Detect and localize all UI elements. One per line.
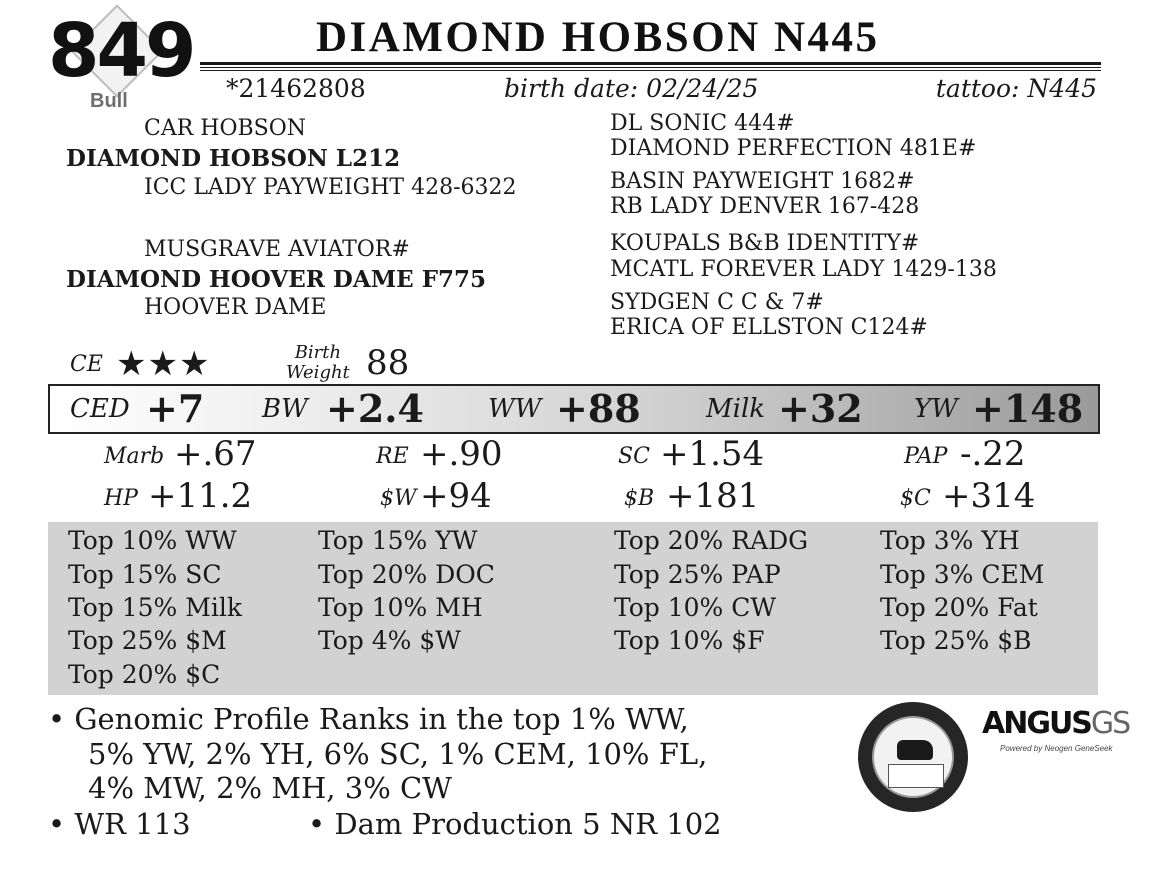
genomic-note-line1: • Genomic Profile Ranks in the top 1% WW, [48,702,689,736]
pedigree-dds: SYDGEN C C & 7# [610,290,824,315]
pedigree-sds: BASIN PAYWEIGHT 1682# [610,169,915,194]
epd-marb-value: +.67 [174,434,257,474]
epd-sc-index-label: $C [900,486,931,511]
rank-item: Top 4% $W [318,626,461,655]
rank-item: Top 20% Fat [880,593,1038,622]
epd-re-value: +.90 [420,434,503,474]
certified-angus-beef-seal-icon [858,702,968,812]
rank-item: Top 20% DOC [318,560,495,589]
epd-pap-value: -.22 [960,434,1026,474]
pedigree-dam-sire: MUSGRAVE AVIATOR# [144,237,410,262]
ce-stars-icon: ★★★ [116,344,211,384]
genomic-note-line3: 4% MW, 2% MH, 3% CW [88,771,452,805]
seal-inner [872,716,954,798]
pedigree-sire: DIAMOND HOBSON L212 [66,145,401,172]
pedigree-dsd: MCATL FOREVER LADY 1429-138 [610,257,997,282]
epd-milk-value: +32 [778,386,863,431]
title-rule-3 [200,70,1101,71]
rank-item: Top 15% Milk [68,593,242,622]
rank-item: Top 25% PAP [614,560,781,589]
rank-item: Top 15% YW [318,526,478,555]
registration-number: *21462808 [226,74,366,103]
birth-weight-label-line2: Weight [286,362,350,383]
epd-sb-label: $B [624,486,655,511]
rank-item: Top 15% SC [68,560,222,589]
birth-weight-label-line1: Birth [294,342,342,363]
epd-milk-label: Milk [706,394,766,424]
epd-bw-label: BW [262,394,308,424]
epd-sw-label: $W [380,486,417,511]
epd-yw-label: YW [914,394,958,424]
rank-item: Top 10% CW [614,593,777,622]
rank-item: Top 25% $B [880,626,1032,655]
epd-sc-value: +1.54 [660,434,765,474]
birth-weight-label [286,343,350,383]
rank-item: Top 20% $C [68,660,221,689]
gs-logo-text: GS [1090,706,1130,741]
epd-hp-value: +11.2 [148,476,253,516]
angus-gs-subtitle: Powered by Neogen GeneSeek [1000,744,1113,753]
epd-ww-value: +88 [556,386,641,431]
pedigree-ddd: ERICA OF ELLSTON C124# [610,315,928,340]
epd-ced-value: +7 [146,386,205,431]
rank-item: Top 25% $M [68,626,227,655]
cow-icon [897,740,933,760]
animal-name: DIAMOND HOBSON N445 [316,14,880,61]
seal-plate [888,764,944,788]
epd-sw-value: +94 [420,476,492,516]
epd-marb-label: Marb [104,444,165,469]
pedigree-sss: DL SONIC 444# [610,111,795,136]
title-rule-2 [200,67,1101,68]
title-rule-1 [200,62,1101,65]
epd-hp-label: HP [104,486,138,511]
tattoo: tattoo: N445 [935,74,1097,103]
epd-ced-label: CED [70,394,130,424]
rank-item: Top 3% YH [880,526,1020,555]
birth-date: birth date: 02/24/25 [504,74,759,103]
rank-item: Top 10% MH [318,593,483,622]
epd-re-label: RE [376,444,409,469]
rank-item: Top 10% $F [614,626,765,655]
dam-production-note: • Dam Production 5 NR 102 [308,807,722,841]
pedigree-dss: KOUPALS B&B IDENTITY# [610,231,920,256]
pedigree-dam-dam: HOOVER DAME [144,295,327,320]
pedigree-sdd: RB LADY DENVER 167-428 [610,194,920,219]
epd-yw-value: +148 [972,386,1084,431]
ce-label: CE [70,352,103,377]
pedigree-dam: DIAMOND HOOVER DAME F775 [66,266,487,293]
rank-item: Top 3% CEM [880,560,1045,589]
genomic-note-line2: 5% YW, 2% YH, 6% SC, 1% CEM, 10% FL, [88,737,708,771]
birth-weight-value: 88 [366,343,410,383]
epd-sb-value: +181 [666,476,760,516]
rank-item: Top 10% WW [68,526,237,555]
pedigree-sire-dam: ICC LADY PAYWEIGHT 428-6322 [144,175,517,200]
lot-number: 849 [48,8,194,94]
angus-logo-text: ANGUS [982,706,1091,741]
epd-bw-value: +2.4 [326,386,424,431]
pedigree-sire-sire: CAR HOBSON [144,116,307,141]
weaning-ratio-note: • WR 113 [48,807,191,841]
pedigree-ssd: DIAMOND PERFECTION 481E# [610,136,977,161]
epd-ww-label: WW [488,394,542,424]
lot-type: Bull [90,90,128,112]
rank-item: Top 20% RADG [614,526,809,555]
epd-pap-label: PAP [904,444,948,469]
angus-gs-logo [982,706,1129,741]
epd-sc-index-value: +314 [942,476,1036,516]
epd-sc-label: SC [618,444,650,469]
